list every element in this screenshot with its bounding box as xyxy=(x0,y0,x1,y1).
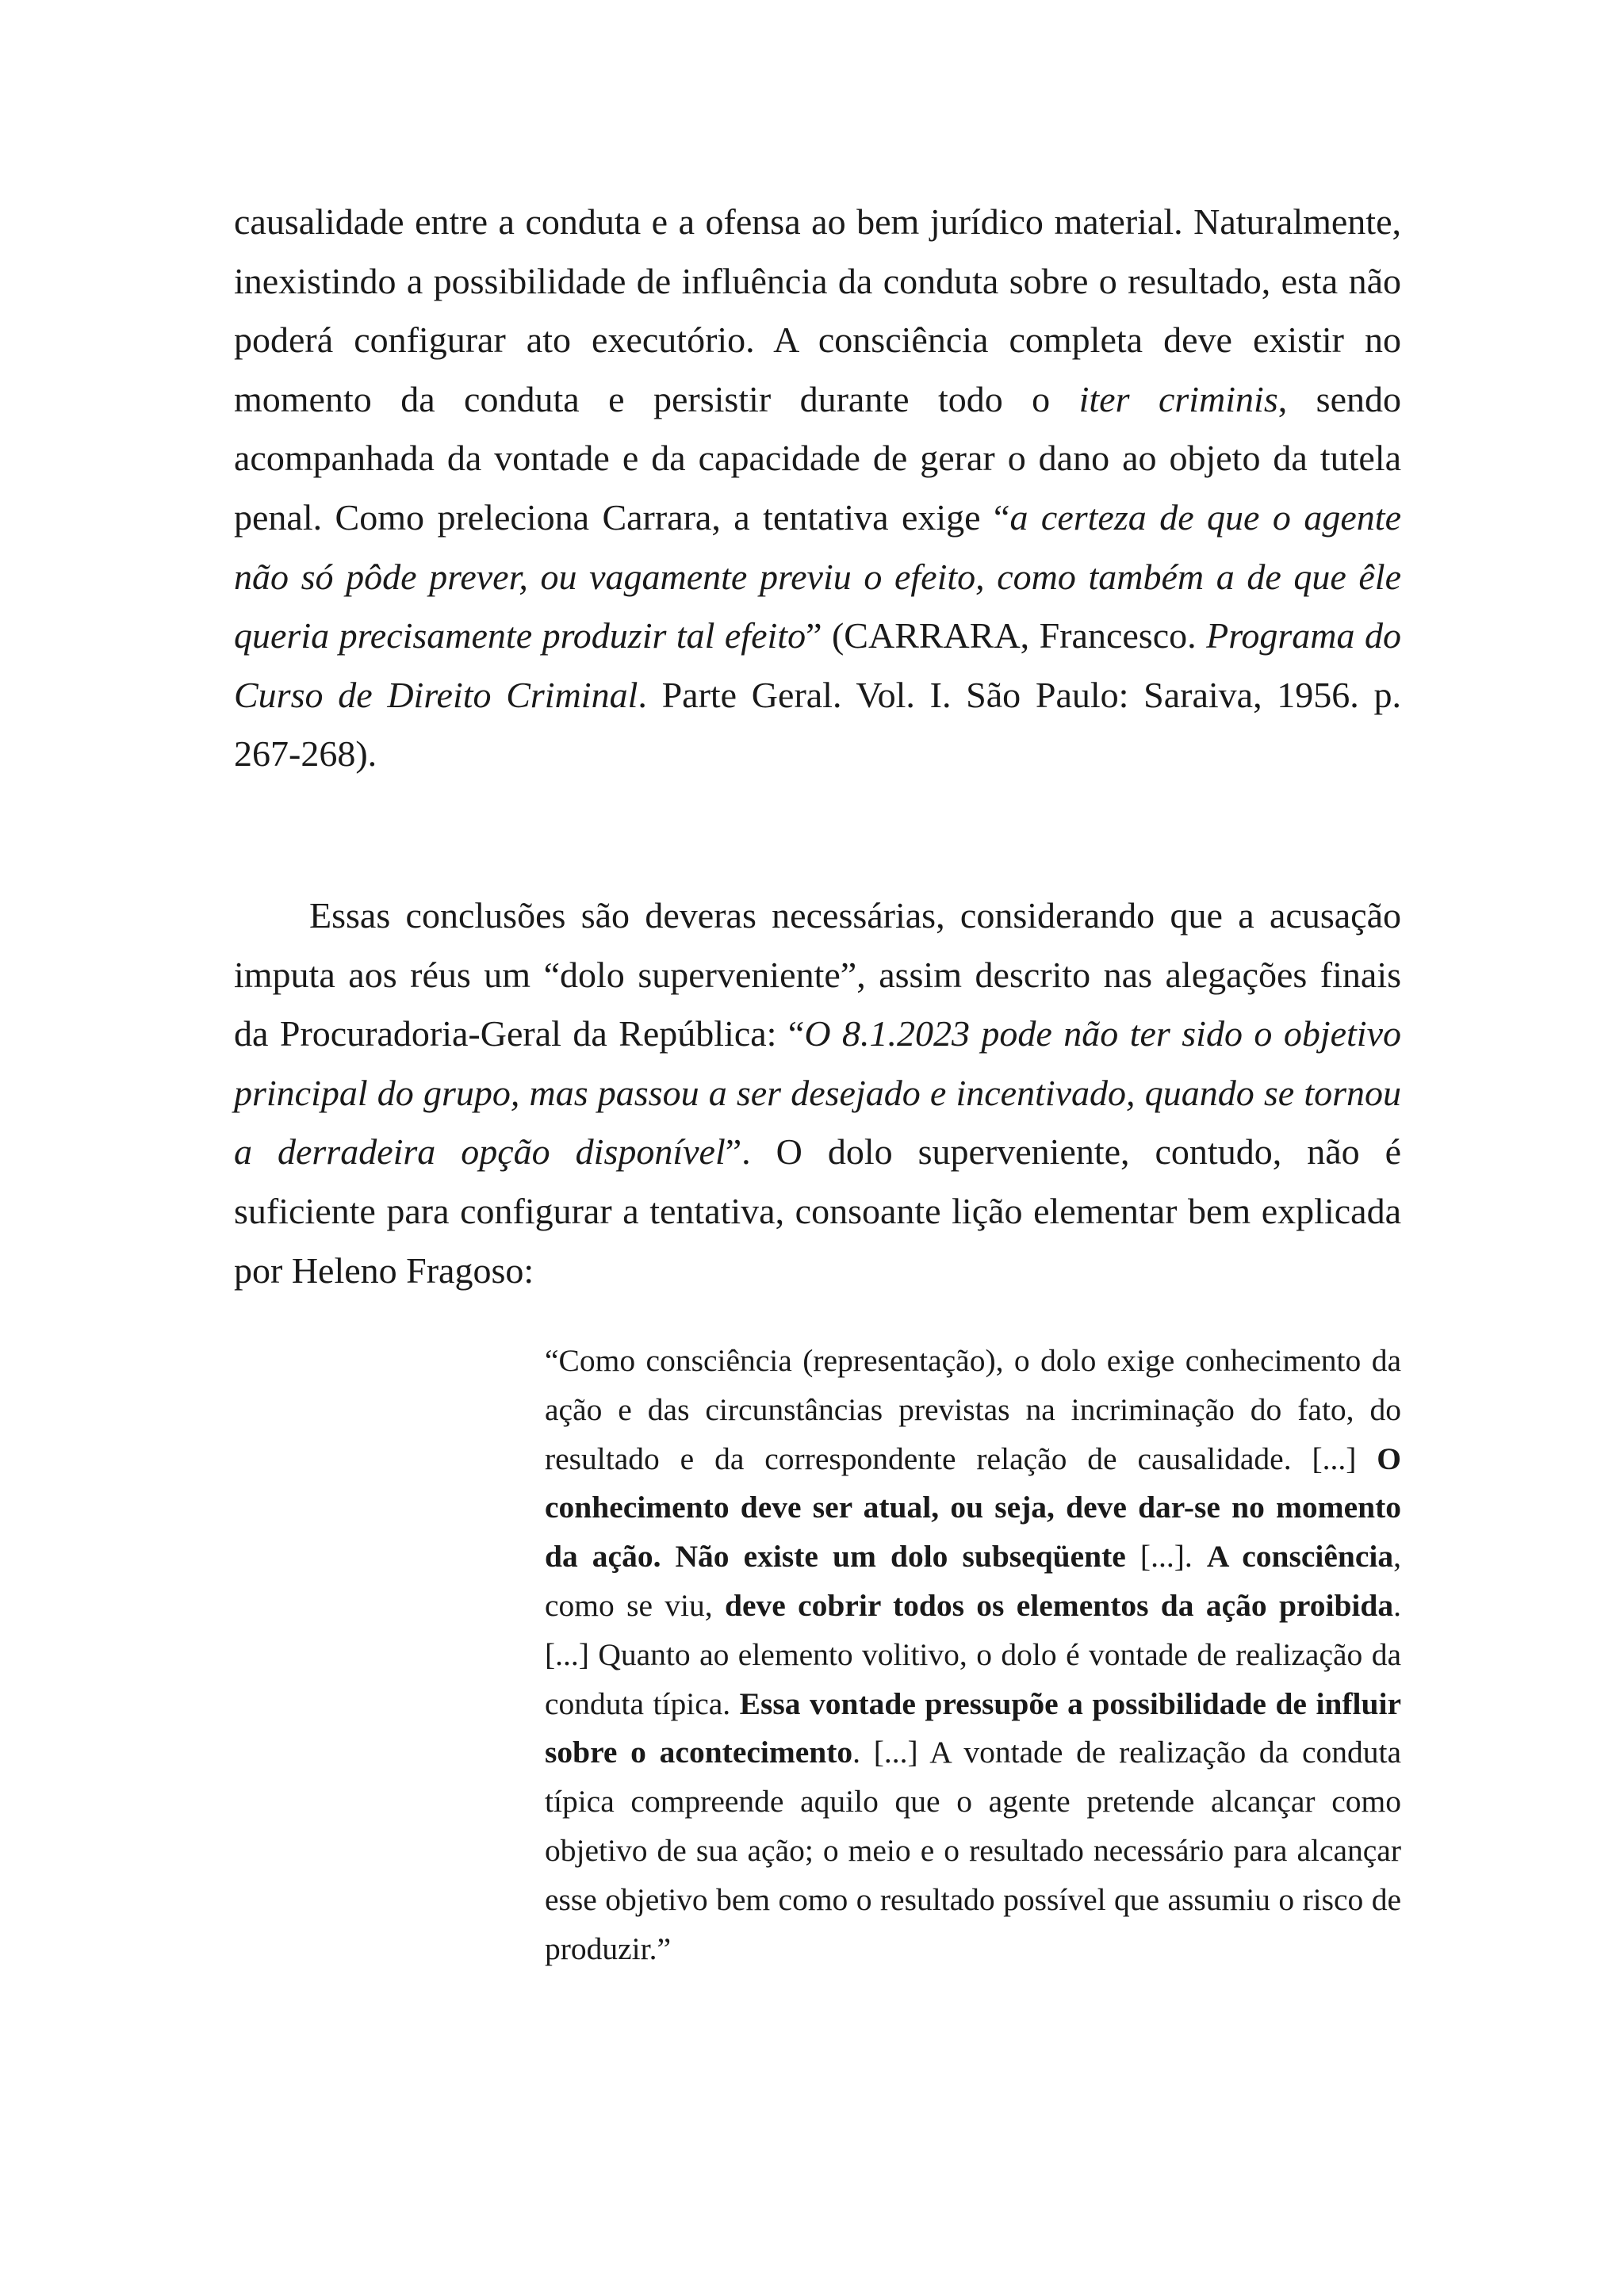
pgr-allegation-quote: O 8.1.2023 pode não ter sido o objetivo principal do grupo, mas passou a ser desejado e incentivado, quando se tornou a derradeira opção disponível xyxy=(234,1013,1401,1173)
quote-bold-text: A consciência xyxy=(1206,1539,1394,1575)
paragraph-text: causalidade entre a conduta e a ofensa ao bem jurídico material. Naturalmente, inexistindo a possibilidade de influência da conduta sobre o resultado, esta não poderá configurar ato executório. A consciência completa deve existir no momento da conduta e persistir durante todo o xyxy=(234,201,1401,419)
reference-details: . Parte Geral. Vol. I. São Paulo: Saraiva, 1956. p. 267-268). xyxy=(234,674,1401,775)
paragraph-conclusoes xyxy=(234,886,1401,1300)
quote-text: , como se viu, xyxy=(545,1539,1401,1623)
book-title: Programa do Curso de Direito Criminal xyxy=(234,615,1402,715)
quote-bold-text: Essa vontade pressupõe a possibilidade de influir sobre o acontecimento xyxy=(545,1686,1401,1770)
paragraph-text: Essas conclusões são deveras necessárias, considerando que a acusação imputa aos réus um “dolo superveniente”, assim descrito nas alegações finais da Procuradoria-Geral da República: “ xyxy=(234,895,1401,1054)
quote-text: [...]. xyxy=(1125,1539,1207,1575)
quote-text: . [...] A vontade de realização da conduta típica compreende aquilo que o agente pretende alcançar como objetivo de sua ação; o meio e o resultado necessário para alcançar esse objetivo bem como o resultado possível que assumiu o risco de produzir.” xyxy=(545,1735,1401,1966)
paragraph-causalidade xyxy=(234,193,1401,784)
fragoso-block-quote xyxy=(545,1337,1401,1973)
quote-text: . [...] Quanto ao elemento volitivo, o dolo é vontade de realização da conduta típica. xyxy=(545,1587,1401,1721)
paragraph-text: ”. O dolo superveniente, contudo, não é suficiente para configurar a tentativa, consoante lição elementar bem explicada por Heleno Fragoso: xyxy=(234,1131,1402,1291)
quote-bold-text: O conhecimento deve ser atual, ou seja, deve dar-se no momento da ação. Não existe um dolo subseqüente xyxy=(545,1441,1401,1575)
latin-term-iter-criminis: iter criminis xyxy=(1078,378,1278,419)
paragraph-text: ” (CARRARA, Francesco. xyxy=(806,615,1207,656)
paragraph-text: , sendo acompanhada da vontade e da capacidade de gerar o dano ao objeto da tutela penal. Como preleciona Carrara, a tentativa exige “ xyxy=(234,378,1401,538)
carrara-citation-quote: a certeza de que o agente não só pôde prever, ou vagamente previu o efeito, como também a de que êle queria precisamente produzir tal efeito xyxy=(234,496,1401,656)
quote-bold-text: deve cobrir todos os elementos da ação proibida xyxy=(724,1587,1394,1623)
quote-text: “Como consciência (representação), o dolo exige conhecimento da ação e das circunstâncias previstas na incriminação do fato, do resultado e da correspondente relação de causalidade. [...] xyxy=(545,1343,1401,1476)
